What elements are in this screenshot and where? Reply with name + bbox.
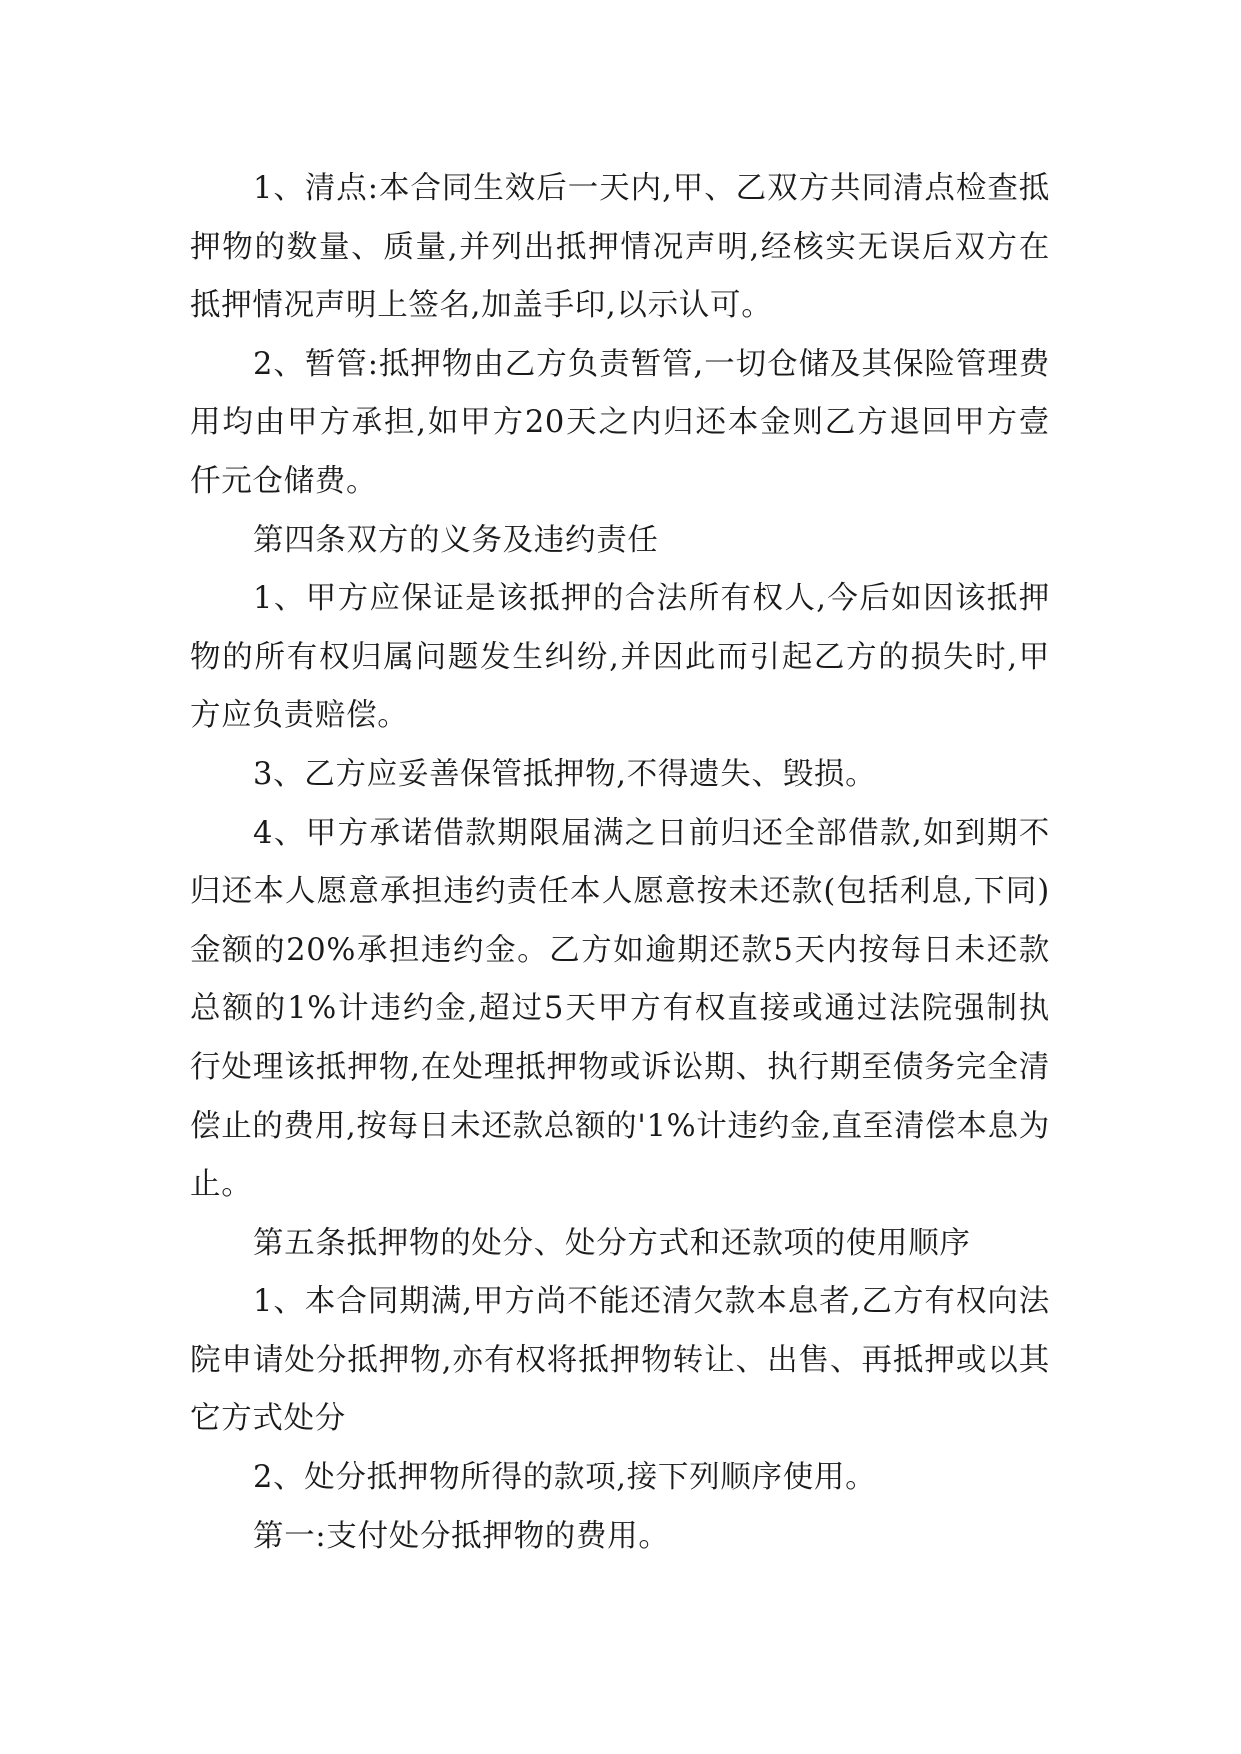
paragraph-article-4-item-3: 3、乙方应妥善保管抵押物,不得遗失、毁损。 bbox=[253, 756, 877, 792]
paragraph-article-5-item-1: 1、本合同期满,甲方尚不能还清欠款本息者,乙方有权向法院申请处分抵押物,亦有权将抵押物转让、出售、再抵押或以其它方式处分 bbox=[190, 1284, 1050, 1437]
section-heading-article-4: 第四条双方的义务及违约责任 bbox=[253, 522, 659, 558]
section-heading-article-5: 第五条抵押物的处分、处分方式和还款项的使用顺序 bbox=[253, 1225, 971, 1261]
document-body bbox=[190, 160, 1050, 1566]
paragraph-article-5-first: 第一:支付处分抵押物的费用。 bbox=[253, 1518, 670, 1554]
paragraph-article-5-item-2: 2、处分抵押物所得的款项,接下列顺序使用。 bbox=[253, 1460, 877, 1496]
paragraph-clause-1-inventory: 1、清点:本合同生效后一天内,甲、乙双方共同清点检查抵押物的数量、质量,并列出抵押情况声明,经核实无误后双方在抵押情况声明上签名,加盖手印,以示认可。 bbox=[190, 171, 1050, 324]
paragraph-article-4-item-4: 4、甲方承诺借款期限届满之日前归还全部借款,如到期不归还本人愿意承担违约责任本人愿意按未还款(包括利息,下同)金额的20%承担违约金。乙方如逾期还款5天内按每日未还款总额的1%计违约金,超过5天甲方有权直接或通过法院强制执行处理该抵押物,在处理抵押物或诉讼期、执行期至债务完全清偿止的费用,按每日未还款总额的'1%计违约金,直至清偿本息为止。 bbox=[190, 815, 1050, 1203]
paragraph-clause-2-custody: 2、暂管:抵押物由乙方负责暂管,一切仓储及其保险管理费用均由甲方承担,如甲方20天之内归还本金则乙方退回甲方壹仟元仓储费。 bbox=[190, 346, 1050, 499]
paragraph-article-4-item-1: 1、甲方应保证是该抵押的合法所有权人,今后如因该抵押物的所有权归属问题发生纠纷,并因此而引起乙方的损失时,甲方应负责赔偿。 bbox=[190, 581, 1050, 734]
